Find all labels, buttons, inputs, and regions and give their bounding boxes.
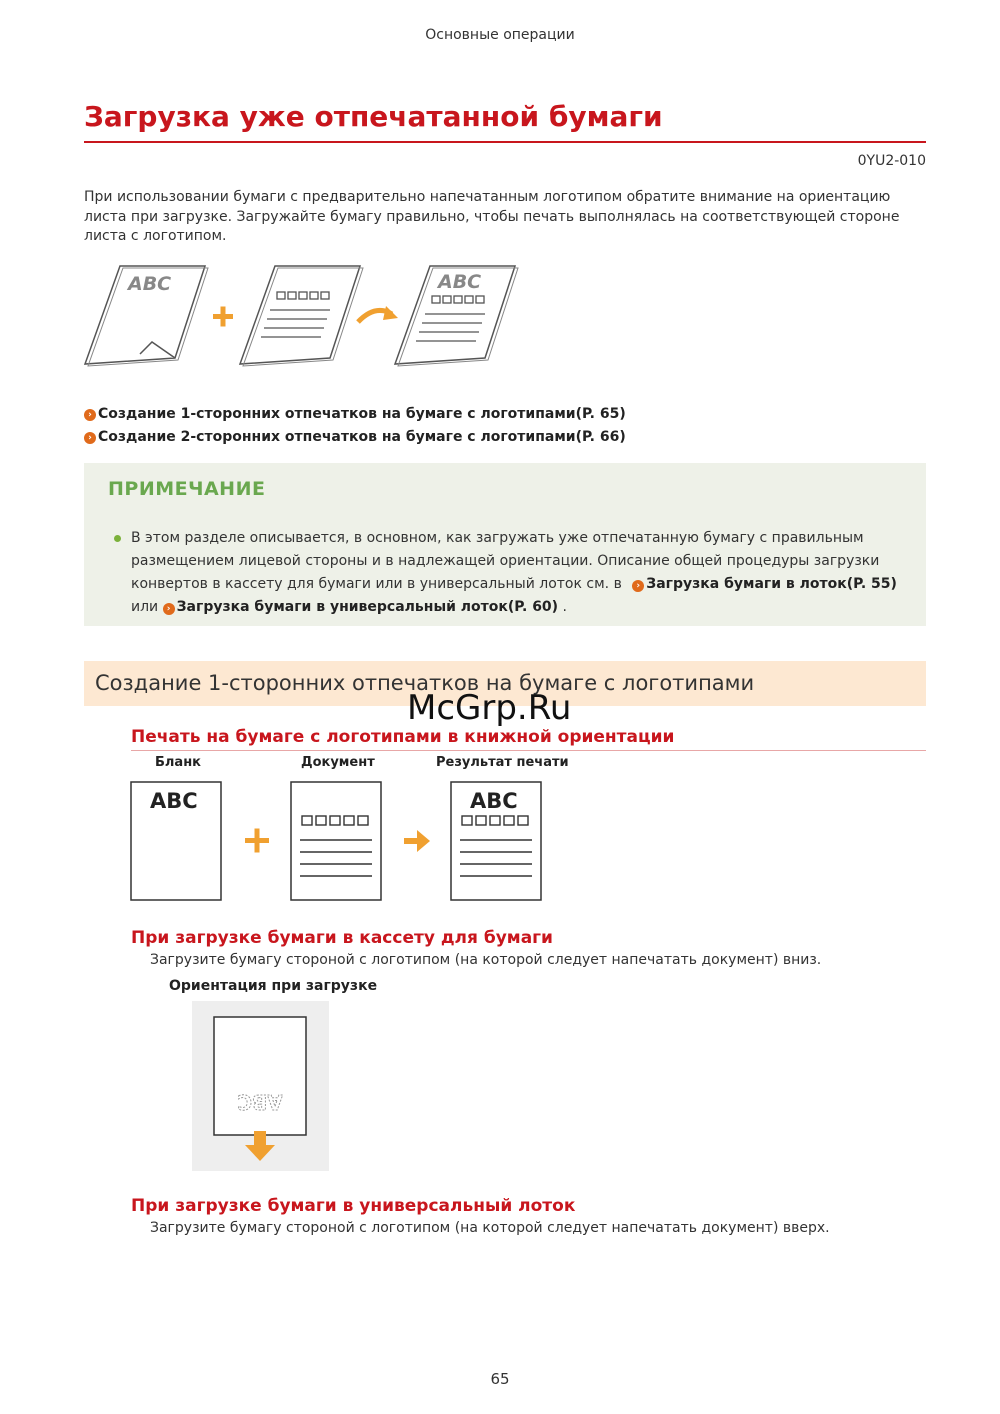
blank-logo-text: ABC (150, 789, 198, 813)
link-arrow-icon: › (84, 409, 96, 421)
cassette-instruction: Загрузите бумагу стороной с логотипом (на которой следует напечатать документ) вниз. (150, 952, 822, 968)
link-load-multipurpose[interactable]: Загрузка бумаги в универсальный лоток(P. 60) (176, 599, 559, 615)
arrow-right-icon (404, 830, 430, 852)
document-sheet-icon (240, 266, 363, 366)
result-logo-text: ABC (470, 789, 518, 813)
caption-blank: Бланк (155, 755, 202, 770)
page-number: 65 (490, 1370, 510, 1388)
portrait-illustration (128, 780, 548, 905)
link-arrow-icon: › (163, 603, 175, 615)
link-one-sided[interactable]: › Создание 1-сторонних отпечатков на бумаге с логотипами(P. 65) (84, 403, 626, 426)
running-header: Основные операции (425, 27, 575, 43)
plus-icon (213, 307, 233, 327)
note-text: В этом разделе описывается, в основном, как загружать уже отпечатанную бумагу с правильным размещением лицевой стороны и в надлежащей ориентации. Описание общей процедуры загрузки конвертов в кассету для бумаги или в универсальный лоток см. в › Загрузка бумаги в лоток(P. 55) или › Загрузка бумаги в универсальный лоток(P. 60) . (131, 530, 897, 615)
multipurpose-heading: При загрузке бумаги в универсальный лоток (131, 1196, 576, 1216)
multipurpose-instruction: Загрузите бумагу стороной с логотипом (на которой следует напечатать документ) вверх. (150, 1220, 830, 1236)
logo-sheet-icon (85, 266, 208, 366)
note-title: ПРИМЕЧАНИЕ (108, 478, 266, 500)
link-arrow-icon: › (84, 432, 96, 444)
portrait-heading-rule (131, 750, 926, 751)
title-divider (84, 141, 926, 143)
caption-document: Документ (301, 755, 375, 770)
related-links (84, 403, 626, 449)
link-two-sided[interactable]: › Создание 2-сторонних отпечатков на бумаге с логотипами(P. 66) (84, 426, 626, 449)
logo-text: ABC (128, 273, 172, 295)
watermark: McGrp.Ru (407, 688, 572, 728)
result-sheet-icon (451, 782, 541, 900)
cassette-orientation-illustration (192, 1001, 329, 1171)
document-sheet-icon (291, 782, 381, 900)
page-title: Загрузка уже отпечатанной бумаги (84, 100, 663, 133)
result-sheet-icon (395, 266, 518, 366)
plus-icon (245, 829, 269, 853)
intro-paragraph: При использовании бумаги с предварительно напечатанным логотипом обратите внимание на ориентацию листа при загрузке. Загружайте бумагу правильно, чтобы печать выполнялась на соответствующей стороне листа с логотипом. (84, 189, 900, 244)
section-title: Создание 1-сторонних отпечатков на бумаге с логотипами (95, 671, 755, 695)
sheet-icon (214, 1017, 306, 1135)
cassette-heading: При загрузке бумаги в кассету для бумаги (131, 928, 553, 948)
portrait-heading: Печать на бумаге с логотипами в книжной ориентации (131, 727, 675, 747)
result-logo-text: ABC (438, 271, 482, 293)
caption-result: Результат печати (436, 755, 569, 770)
mirrored-logo-text: ABC (237, 1090, 283, 1114)
document-code: 0YU2-010 (857, 153, 926, 169)
link-load-tray[interactable]: Загрузка бумаги в лоток(P. 55) (646, 576, 897, 592)
orientation-caption: Ориентация при загрузке (169, 978, 378, 994)
bullet-icon (114, 535, 121, 542)
preprinted-paper-illustration (80, 262, 530, 372)
link-arrow-icon: › (632, 580, 644, 592)
